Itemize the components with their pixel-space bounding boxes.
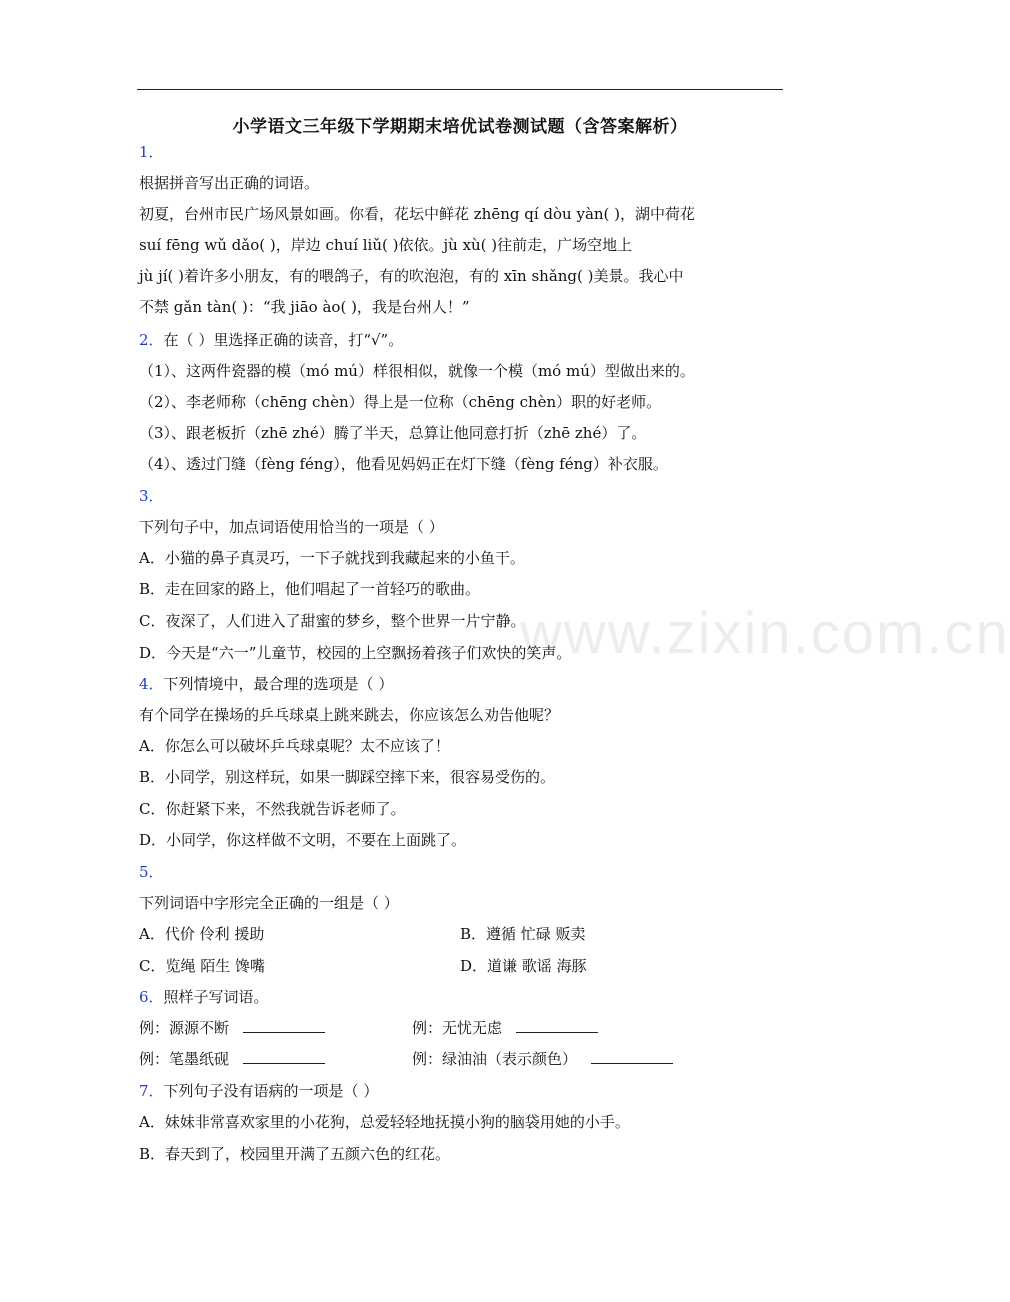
question-prompt-1: 根据拼音写出正确的词语。: [139, 174, 320, 192]
q4-scenario: 有个同学在操场的乒乓球桌上跳来跳去，你应该怎么劝告他呢？: [139, 706, 560, 724]
page-title: 小学语文三年级下学期期末培优试卷测试题（含答案解析）: [232, 117, 688, 137]
q7-option-a: A．妹妹非常喜欢家里的小花狗，总爱轻轻地抚摸小狗的脑袋用她的小手。: [139, 1113, 630, 1131]
question-prompt-5: 下列词语中字形完全正确的一组是（ ）: [139, 894, 399, 912]
q6-example-4-label: 例：绿油油（表示颜色）: [412, 1050, 578, 1068]
question-number-7: 7．: [139, 1082, 164, 1100]
q6-example-1: [139, 1018, 325, 1038]
q7-option-b: B．春天到了，校园里开满了五颜六色的红花。: [139, 1145, 451, 1163]
question-prompt-3: 下列句子中，加点词语使用恰当的一项是（ ）: [139, 518, 444, 536]
q6-example-1-label: 例：源源不断: [139, 1019, 230, 1037]
question-2-row: [139, 330, 403, 350]
q5-option-d: D．道谦 歌谣 海豚: [460, 957, 587, 975]
q6-blank-3[interactable]: [243, 1049, 325, 1064]
q3-option-a: A．小猫的鼻子真灵巧，一下子就找到我藏起来的小鱼干。: [139, 549, 525, 567]
q4-option-b: B．小同学，别这样玩，如果一脚踩空摔下来，很容易受伤的。: [139, 768, 556, 786]
q2-item-1: （1）、这两件瓷器的模（mó mú）样很相似，就像一个模（mó mú）型做出来的。: [139, 362, 695, 380]
q4-option-c: C．你赶紧下来，不然我就告诉老师了。: [139, 800, 406, 818]
q5-option-b: B．遵循 忙碌 贩卖: [460, 925, 586, 943]
q6-example-3-label: 例：笔墨纸砚: [139, 1050, 230, 1068]
question-number-4: 4．: [139, 675, 164, 693]
watermark: www.zixin.com.cn: [520, 601, 1010, 666]
q6-example-4: [412, 1049, 673, 1069]
q6-example-2-label: 例：无忧无虑: [412, 1019, 503, 1037]
q4-option-a: A．你怎么可以破坏乒乓球桌呢？太不应该了！: [139, 737, 450, 755]
q1-line-2: suí fēng wǔ dǎo( )，岸边 chuí liǔ( )依依。jù xù( )往前走，广场空地上: [139, 236, 633, 254]
question-number-3: 3．: [139, 487, 164, 505]
question-6-row: [139, 987, 269, 1007]
q1-line-4: 不禁 gǎn tàn( )：“我 jiāo ào( )，我是台州人！”: [139, 298, 470, 316]
q2-item-4: （4）、透过门缝（fèng féng），他看见妈妈正在灯下缝（fèng féng）补衣服。: [139, 455, 668, 473]
q1-line-1: 初夏，台州市民广场风景如画。你看，花坛中鲜花 zhēng qí dòu yàn( )，湖中荷花: [139, 205, 696, 223]
q5-option-a: A．代价 伶利 援助: [139, 925, 265, 943]
q6-example-3: [139, 1049, 325, 1069]
q3-option-c: C．夜深了，人们进入了甜蜜的梦乡，整个世界一片宁静。: [139, 612, 526, 630]
q6-example-2: [412, 1018, 598, 1038]
question-number-5: 5．: [139, 863, 164, 881]
question-number-6: 6．: [139, 988, 164, 1006]
q6-blank-4[interactable]: [591, 1049, 673, 1064]
q6-blank-1[interactable]: [243, 1018, 325, 1033]
q4-option-d: D．小同学，你这样做不文明，不要在上面跳了。: [139, 831, 467, 849]
question-prompt-7: 下列句子没有语病的一项是（ ）: [163, 1082, 379, 1100]
q5-option-c: C．览绳 陌生 馋嘴: [139, 957, 266, 975]
question-prompt-6: 照样子写词语。: [163, 988, 269, 1006]
question-7-row: [139, 1081, 378, 1101]
q2-item-2: （2）、李老师称（chēng chèn）得上是一位称（chēng chèn）职的好老师。: [139, 393, 662, 411]
question-4-row: [139, 674, 393, 694]
question-number-1: 1．: [139, 143, 164, 161]
q3-option-d: D．今天是“六一”儿童节，校园的上空飘扬着孩子们欢快的笑声。: [139, 644, 572, 662]
top-rule: [137, 89, 783, 90]
q6-blank-2[interactable]: [516, 1018, 598, 1033]
q2-item-3: （3）、跟老板折（zhē zhé）腾了半天，总算让他同意打折（zhē zhé）了。: [139, 424, 647, 442]
question-prompt-4: 下列情境中，最合理的选项是（ ）: [163, 675, 394, 693]
question-prompt-2: 在（ ）里选择正确的读音，打“√”。: [163, 331, 404, 349]
q1-line-3: jù jí( )着许多小朋友，有的喂鸽子，有的吹泡泡，有的 xīn shǎng( )美景。我心中: [139, 267, 684, 285]
question-number-2: 2．: [139, 331, 164, 349]
q3-option-b: B．走在回家的路上，他们唱起了一首轻巧的歌曲。: [139, 580, 481, 598]
